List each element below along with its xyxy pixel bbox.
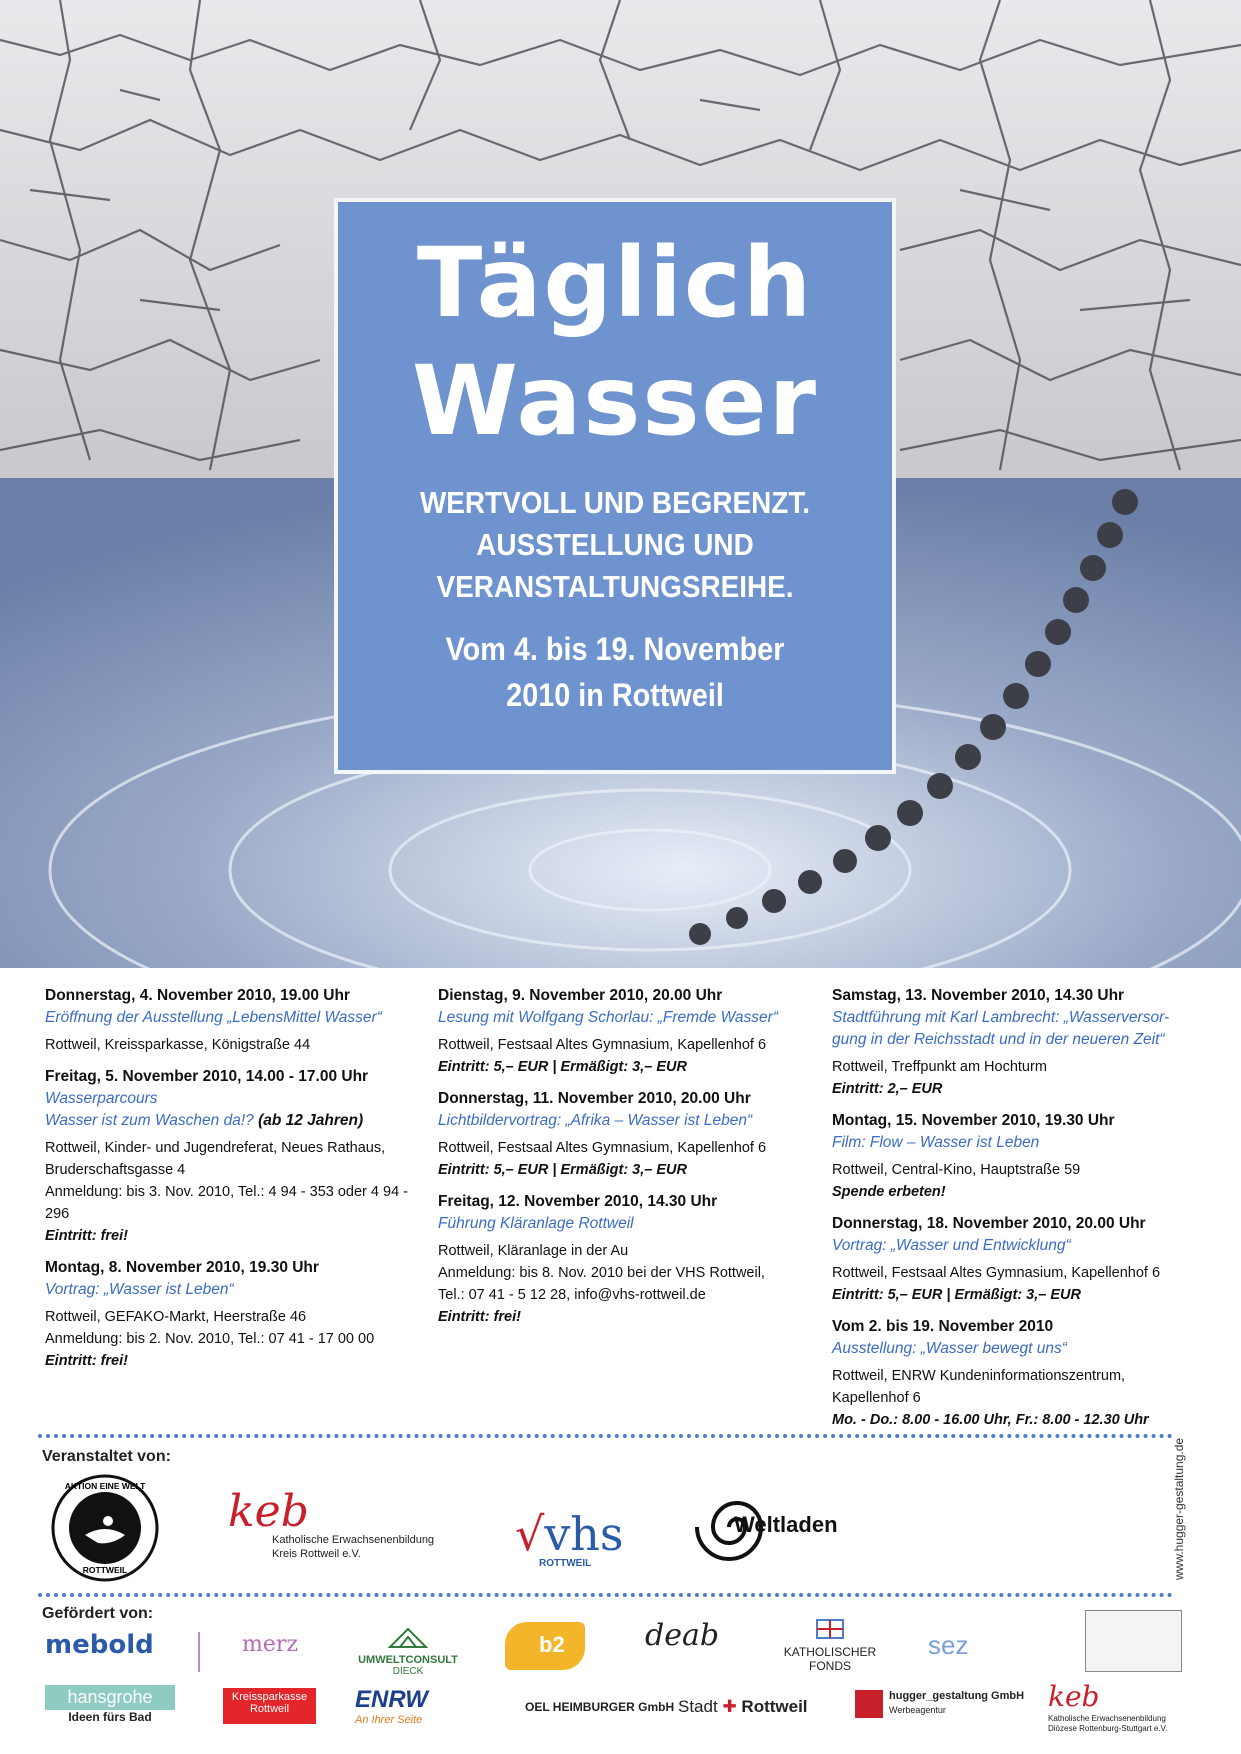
event-location: Rottweil, GEFAKO-Markt, Heerstraße 46 [45,1309,307,1325]
event-item [832,1213,1202,1306]
weltladen-logo [692,1482,842,1572]
hansgrohe-tagline: Ideen fürs Bad [68,1710,152,1724]
keb2-line-1: Katholische Erwachsenenbildung [1048,1714,1166,1723]
event-item [45,1066,415,1247]
keb-kreis-logo [228,1486,435,1560]
event-title-line-2 [45,1110,415,1132]
dotted-divider [38,1593,1173,1597]
keb2-line-2: Diözese Rottenburg-Stuttgart e.V. [1048,1724,1168,1733]
event-title-text: Wasser ist zum Waschen da!? [45,1112,254,1129]
event-title: Führung Kläranlage Rottweil [438,1215,634,1232]
event-title: Vortrag: „Wasser ist Leben“ [45,1281,234,1298]
sez-text: sez [928,1630,969,1660]
event-location-line-2: Bruderschaftsgasse 4 [45,1162,186,1178]
event-location: Rottweil, Kinder- und Jugendreferat, Neues Rathaus, [45,1140,386,1156]
event-price: Eintritt: 5,– EUR | Ermäßigt: 3,– EUR [832,1287,1081,1303]
subtitle-line-1: WERTVOLL UND BEGRENZT. [419,485,811,520]
event-price: Eintritt: frei! [438,1309,521,1325]
event-location: Rottweil, Kläranlage in der Au [438,1243,629,1259]
event-price: Spende erbeten! [832,1184,946,1200]
subtitle-line-3: VERANSTALTUNGSREIHE. [436,569,794,604]
event-price: Eintritt: 2,– EUR [832,1081,943,1097]
keb-mark: keb [1048,1680,1100,1713]
event-date: Freitag, 12. November 2010, 14.30 Uhr [438,1193,718,1210]
katholischer-fonds-icon [813,1618,847,1640]
event-column-1 [45,985,415,1382]
keb-mark: keb [228,1486,309,1537]
event-title: Ausstellung: „Wasser bewegt uns“ [832,1340,1067,1357]
rottweil-text: Rottweil [741,1697,808,1716]
kreissparkasse-text: Kreissparkasse [231,1691,308,1703]
event-date: Dienstag, 9. November 2010, 20.00 Uhr [438,987,723,1004]
mebold-logo [45,1630,154,1660]
event-price: Eintritt: frei! [45,1353,128,1369]
stadt-text: Stadt [678,1697,718,1716]
event-item [832,985,1202,1100]
poster-dates [366,626,865,718]
umweltconsult-icon [388,1627,428,1649]
enrw-text: ENRW [355,1686,428,1713]
poster-title [338,224,892,460]
event-item [438,985,808,1078]
event-column-2 [438,985,808,1338]
event-opening-hours: Mo. - Do.: 8.00 - 16.00 Uhr, Fr.: 8.00 - 12.30 Uhr [832,1412,1149,1428]
b2-text: b2 [539,1632,565,1657]
enrw-tagline: An Ihrer Seite [355,1714,423,1726]
poster-subtitle [366,482,865,608]
event-registration: Anmeldung: bis 8. Nov. 2010 bei der VHS Rottweil, [438,1265,765,1281]
hansgrohe-text: hansgrohe [45,1685,175,1710]
deab-text: deab [645,1618,720,1653]
kreissparkasse-text-2: Rottweil [249,1703,290,1715]
stadt-rottweil-logo [678,1697,808,1717]
event-date: Donnerstag, 11. November 2010, 20.00 Uhr [438,1090,751,1107]
hugger-text: hugger_gestaltung GmbH [889,1690,1025,1702]
hansgrohe-logo [45,1685,175,1724]
event-title: Vortrag: „Wasser und Entwicklung“ [832,1237,1071,1254]
sez-logo [928,1630,968,1661]
organizers-label: Veranstaltet von: [42,1448,171,1465]
event-item [832,1316,1202,1431]
event-date: Montag, 8. November 2010, 19.30 Uhr [45,1259,319,1276]
event-location: Rottweil, Kreissparkasse, Königstraße 44 [45,1037,311,1053]
event-title: Lichtbildervortrag: „Afrika – Wasser ist Leben“ [438,1112,753,1129]
sponsors-label: Gefördert von: [42,1605,154,1622]
katholischer-fonds-logo [775,1618,885,1673]
event-item [45,985,415,1056]
event-location: Rottweil, Treffpunkt am Hochturm [832,1059,1047,1075]
event-date: Vom 2. bis 19. November 2010 [832,1318,1054,1335]
subtitle-line-2: AUSSTELLUNG UND [476,527,754,562]
event-date: Freitag, 5. November 2010, 14.00 - 17.00 Uhr [45,1068,369,1085]
event-location: Rottweil, Festsaal Altes Gymnasium, Kapellenhof 6 [438,1140,767,1156]
title-box [334,198,896,774]
umweltconsult-text: UMWELTCONSULT [358,1654,458,1666]
event-title: Film: Flow – Wasser ist Leben [832,1134,1040,1151]
event-item [45,1257,415,1372]
event-title: Stadtführung mit Karl Lambrecht: „Wasserversor- [832,1009,1170,1026]
enrw-logo [355,1686,428,1726]
deab-logo [645,1618,719,1653]
hugger-icon [855,1690,883,1718]
weltladen-text: Weltladen [734,1512,838,1537]
event-date: Donnerstag, 18. November 2010, 20.00 Uhr [832,1215,1146,1232]
event-date: Samstag, 13. November 2010, 14.30 Uhr [832,987,1125,1004]
katholischer-fonds-text: KATHOLISCHER [783,1645,877,1659]
eagle-icon: ✚ [722,1697,737,1716]
vhs-subtitle: ROTTWEIL [539,1558,592,1569]
vhs-logo [515,1507,624,1569]
dates-line-2: 2010 in Rottweil [506,677,724,713]
event-title: Lesung mit Wolfgang Schorlau: „Fremde Wasser“ [438,1009,778,1026]
merz-text: merz [242,1632,298,1657]
vhs-text: vhs [544,1507,624,1561]
b2-baumarkt-logo [505,1622,585,1670]
event-location: Rottweil, Festsaal Altes Gymnasium, Kapellenhof 6 [438,1037,767,1053]
event-price: Eintritt: 5,– EUR | Ermäßigt: 3,– EUR [438,1059,687,1075]
vhs-mark: √vhs [515,1507,624,1561]
kreissparkasse-logo [223,1688,316,1724]
event-title-line-2: gung in der Reichsstadt und in der neueren Zeit“ [832,1031,1165,1048]
aktion-text-top: AKTION EINE WELT [64,1481,146,1491]
event-age-note: (ab 12 Jahren) [258,1112,364,1129]
title-line-2: Wasser [412,345,818,457]
event-location: Rottweil, Festsaal Altes Gymnasium, Kapellenhof 6 [832,1265,1161,1281]
event-registration: Anmeldung: bis 3. Nov. 2010, Tel.: 4 94 - 353 oder 4 94 - 296 [45,1184,408,1222]
aktion-eine-welt-logo [50,1473,160,1583]
title-line-1: Täglich [416,227,814,339]
dotted-divider [38,1434,1173,1438]
merz-logo [198,1632,298,1672]
event-item [832,1110,1202,1203]
katholischer-fonds-text-2: FONDS [809,1659,851,1673]
event-date: Montag, 15. November 2010, 19.30 Uhr [832,1112,1115,1129]
event-date: Donnerstag, 4. November 2010, 19.00 Uhr [45,987,350,1004]
event-registration: Anmeldung: bis 2. Nov. 2010, Tel.: 07 41 - 17 00 00 [45,1331,375,1347]
keb-dioezese-logo [1048,1680,1168,1733]
aktion-text-bottom: ROTTWEIL [82,1565,128,1575]
event-title: Wasserparcours [45,1090,158,1107]
umweltconsult-text-2: DIECK [392,1666,424,1677]
oel-heimburger-logo: OEL HEIMBURGER GmbH [525,1700,675,1714]
umweltconsult-logo [348,1627,468,1677]
event-location: Rottweil, Central-Kino, Hauptstraße 59 [832,1162,1081,1178]
event-location: Rottweil, ENRW Kundeninformationszentrum, Kapellenhof 6 [832,1368,1126,1406]
event-column-3 [832,985,1202,1441]
event-title: Eröffnung der Ausstellung „LebensMittel Wasser“ [45,1009,382,1026]
keb-line-1: Katholische Erwachsenenbildung [272,1534,435,1546]
address-stamp-logo [1085,1610,1182,1672]
hugger-tagline: Werbeagentur [889,1705,946,1715]
event-item [438,1191,808,1328]
event-contact: Tel.: 07 41 - 5 12 28, info@vhs-rottweil.de [438,1287,706,1303]
event-item [438,1088,808,1181]
event-price: Eintritt: 5,– EUR | Ermäßigt: 3,– EUR [438,1162,687,1178]
designer-credit: www.hugger-gestaltung.de [1172,1437,1186,1580]
event-price: Eintritt: frei! [45,1228,128,1244]
keb-line-2: Kreis Rottweil e.V. [272,1548,361,1560]
dates-line-1: Vom 4. bis 19. November [445,631,785,667]
mebold-text: mebold [45,1630,154,1660]
